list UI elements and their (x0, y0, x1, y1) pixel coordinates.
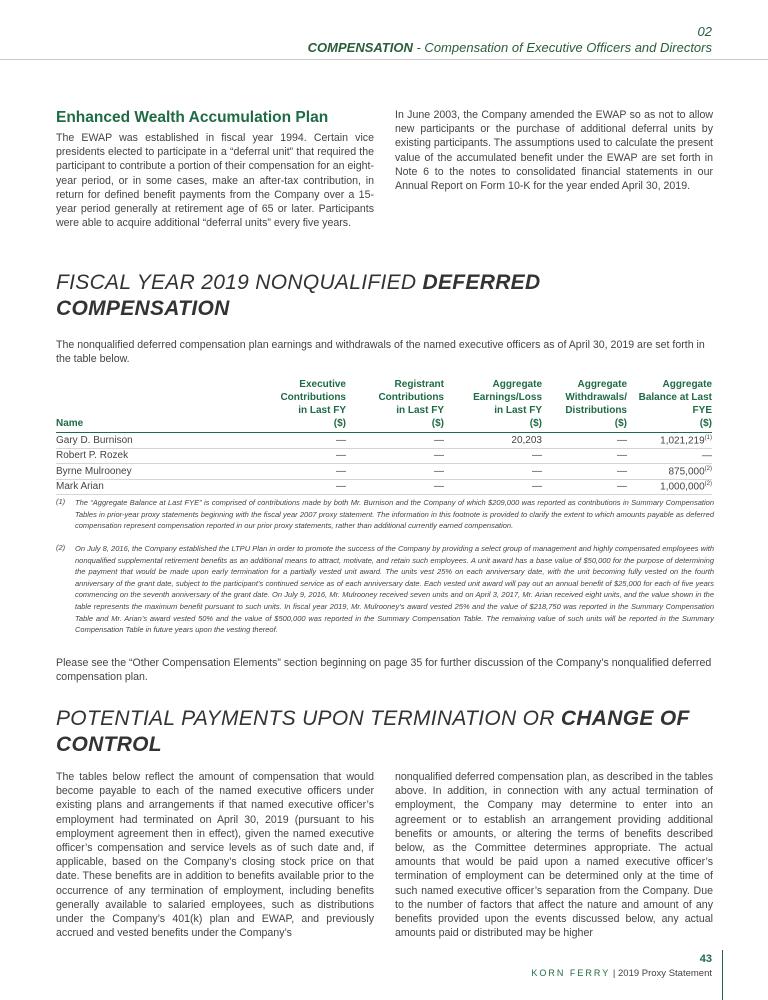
header-title-rest: - Compensation of Executive Officers and Directors (412, 40, 712, 55)
cell-reg: — (346, 479, 444, 495)
section-number: 02 (697, 24, 712, 39)
footnote-1: The “Aggregate Balance at Last FYE” is comprised of contributions made by both Mr. Burnison and the Company of which $209,000 was reported as contributions in Summary Compensation Tables in prior-year proxy statements beginning with the fiscal year 2007 proxy statement. The information in this footnote is provided to clarify the extent to which amounts payable as deferred compensation represent compensation reported in our prior proxy statements, rather than additional currently earned compensation. (75, 498, 714, 531)
page-number: 43 (699, 953, 712, 965)
footnote-2-mark: (2) (56, 543, 66, 552)
footer-vertical-rule (722, 950, 723, 1000)
cell-reg: — (346, 448, 444, 464)
row-name: Gary D. Burnison (56, 433, 216, 449)
cell-withd: — (542, 479, 627, 495)
footnote-2: On July 8, 2016, the Company established the LTPU Plan in order to promote the success of the Company by providing a select group of management and highly compensated employees with nonqualified supplemental retirement benefits as an additional means to attract, motivate, and retain such employees. A unit award has a base value of $50,000 for the purpose of determining the payment that would be made upon early termination for a partially vested unit award. The units vest 25% on each anniversary date, with the unit becoming fully vested on the fourth anniversary of the grant date, subject to the participant’s continued service as of each anniversary date. Each vested unit award will pay out an annual benefit of $25,000 for each of five years commencing on the seventh anniversary of the grant date. On July 9, 2016, Mr. Mulrooney received seven units and on April 3, 2017, Mr. Arian received eight units, and the value shown in the table represents the maximum benefit pursuant to such units. In fiscal year 2019, Mr. Mulrooney’s award vested 25% and the value of $218,750 was reported in the Summary Compensation Table and Mr. Arian’s award vested 50% and the value of $500,000 was reported in the Summary Compensation Table. The remaining value of such units will be reported in the Summary Compensation Table in future years upon the vesting thereof. (75, 544, 714, 635)
cell-withd: — (542, 448, 627, 464)
col-header-earn: Aggregate Earnings/Loss in Last FY ($) (473, 379, 542, 429)
row-name: Mark Arian (56, 479, 216, 495)
cell-earn: — (444, 464, 542, 480)
table-row (56, 464, 712, 480)
ndc-heading (56, 270, 716, 322)
ppt-left-paragraph: The tables below reflect the amount of compensation that would become payable to each of the named executive officers under existing plans and arrangements if that named executive officer’s employment had terminated on April 30, 2019 (pursuant to his employment agreement then in effect), given the named executive officer’s compensation and service levels as of such date and, if applicable, based on the Company’s closing stock price on that date. These benefits are in addition to benefits available prior to the occurrence of any termination of employment, including benefits generally available to salaried employees, such as distributions under the Company’s 401(k) plan and EWAP, and previously accrued and vested benefits under the Company’s (56, 771, 374, 940)
cell-earn: 20,203 (444, 433, 542, 449)
table-row (56, 448, 712, 464)
cell-reg: — (346, 433, 444, 449)
ndc-heading-bold-1: DEFERRED (422, 271, 541, 294)
table-row (56, 433, 712, 449)
footer-doc-title: 2019 Proxy Statement (618, 968, 712, 979)
header-divider (0, 59, 768, 60)
ewap-heading: Enhanced Wealth Accumulation Plan (56, 109, 329, 126)
col-header-bal: Aggregate Balance at Last FYE ($) (638, 379, 712, 429)
table-row (56, 479, 712, 495)
col-header-withd: Aggregate Withdrawals/ Distributions ($) (565, 379, 627, 429)
row-name: Byrne Mulrooney (56, 464, 216, 480)
cell-bal: — (627, 448, 712, 464)
ppt-heading-normal: POTENTIAL PAYMENTS UPON TERMINATION OR (56, 707, 561, 730)
cell-bal: 1,021,219$^{(1)}$ (627, 433, 712, 449)
cell-reg: — (346, 464, 444, 480)
table-header-row (56, 378, 712, 433)
running-header (308, 40, 712, 55)
ndc-table (56, 378, 712, 495)
ndc-closing-paragraph: Please see the “Other Compensation Elements” section beginning on page 35 for further discussion of the Company’s nonqualified deferred compensation plan. (56, 657, 712, 684)
ppt-right-paragraph: nonqualified deferred compensation plan, as described in the tables above. In addition, in connection with any actual termination of employment, the Company may determine to enter into an agreement or to establish an arrangement providing additional benefits or amounts, or altering the terms of benefits described below, as the Committee determines appropriate. The actual amounts that would be paid upon a named executive officer’s termination of employment can be determined only at the time of such named executive officer’s separation from the Company. Due to the number of factors that affect the nature and amount of any benefits provided upon the events discussed below, any actual amounts paid or distributed may be higher (395, 771, 713, 940)
cell-bal: 875,000$^{(2)}$ (627, 464, 712, 480)
row-name: Robert P. Rozek (56, 448, 216, 464)
footnote-1-mark: (1) (56, 497, 66, 506)
header-title-bold: COMPENSATION (307, 40, 413, 55)
cell-exec: — (216, 464, 346, 480)
col-header-name: Name (56, 418, 84, 429)
cell-exec: — (216, 448, 346, 464)
ndc-intro: The nonqualified deferred compensation plan earnings and withdrawals of the named executive officers as of April 30, 2019 are set forth in the table below. (56, 339, 705, 366)
cell-exec: — (216, 479, 346, 495)
ppt-heading-bold-1: CHANGE OF (560, 707, 690, 730)
col-header-exec: Executive Contributions in Last FY ($) (280, 379, 346, 429)
cell-withd: — (542, 464, 627, 480)
cell-bal: 1,000,000$^{(2)}$ (627, 479, 712, 495)
korn-ferry-logo: KORN FERRY (531, 968, 611, 978)
ppt-heading (56, 706, 716, 758)
col-header-reg: Registrant Contributions in Last FY ($) (378, 379, 444, 429)
ndc-heading-normal: FISCAL YEAR 2019 NONQUALIFIED (56, 271, 423, 294)
cell-earn: — (444, 479, 542, 495)
ppt-heading-bold-2: CONTROL (56, 733, 162, 756)
footer-separator: | (610, 968, 618, 979)
ewap-left-paragraph: The EWAP was established in fiscal year 1994. Certain vice presidents elected to participate in a “deferral unit” that required the participant to contribute a portion of their compensation for an eight-year period, or in some cases, make an after-tax contribution, in return for defined benefit payments from the Company over a 15-year period generally at retirement age of 65 or later. Participants were able to acquire additional “deferral units” every five years. (56, 132, 374, 230)
cell-exec: — (216, 433, 346, 449)
ewap-right-paragraph: In June 2003, the Company amended the EWAP so as not to allow new participants or the purchase of additional deferral units by existing participants. The assumptions used to calculate the present value of the accumulated benefit under the EWAP are set forth in Note 6 to the notes to consolidated financial statements in our Annual Report on Form 10-K for the year ended April 30, 2019. (395, 109, 713, 193)
cell-withd: — (542, 433, 627, 449)
cell-earn: — (444, 448, 542, 464)
footer-brand (531, 968, 712, 979)
ndc-heading-bold-2: COMPENSATION (56, 297, 230, 320)
